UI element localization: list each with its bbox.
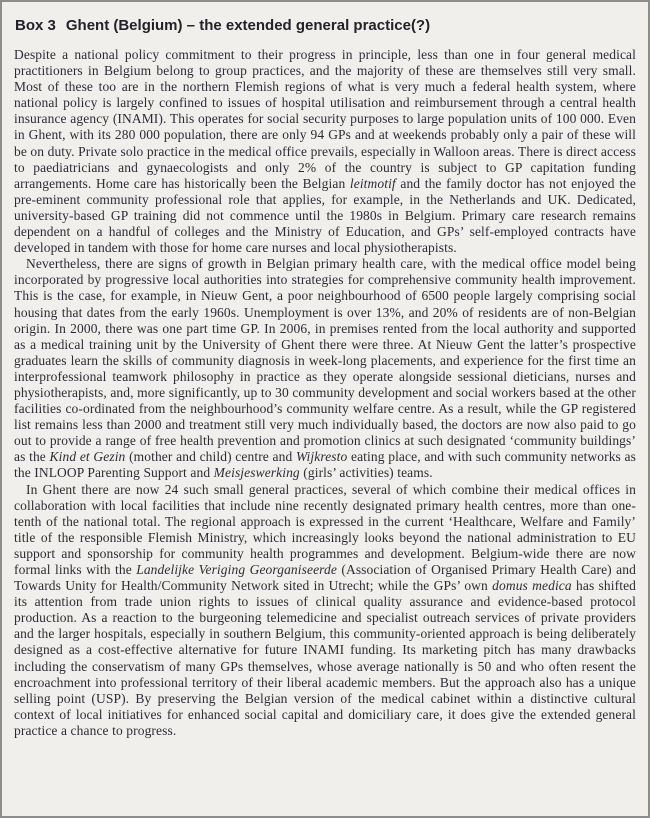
text-segment: and the family doctor has not enjoyed the pre-eminent community professional role that applies, for example, in the Netherlands and UK. Dedicated, university-based GP training did not commence until the 1980s in Belgium. Primary care research remains dependent on a handful of colleges and the Ministry of Education, and GPs’ self-employed contracts have developed in tandem with those for home care nurses and local physiotherapists.: [14, 175, 636, 256]
italic-text-segment: Landelijke Veriging Georganiseerde: [136, 562, 337, 577]
italic-text-segment: Kind et Gezin: [49, 449, 126, 465]
italic-text-segment: leitmotif: [349, 175, 396, 191]
box-title: Ghent (Belgium) – the extended general practice(?): [65, 17, 431, 34]
text-segment: Despite a national policy commitment to their progress in principle, less than one in four general medical practitioners in Belgium belong to group practices, and the majority of these are themselves still very small. Most of these too are in the northern Flemish regions of what is very much a federal health system, where national policy is largely confined to issues of hospital utilisation and reimbursement through a central health insurance agency (INAMI). This operates for social security purposes to large population units of 100 000. Even in Ghent, with its 280 000 population, there are only 94 GPs and at weekends probably only a pair of these will be on duty. Private solo practice in the medical office prevails, especially in Walloon areas. There is direct access to paediatricians and gynaecologists and only 2% of the country is subject to GP capitation funding arrangements. Home care has historically been the Belgian: [14, 47, 636, 191]
text-segment: (girls’ activities) teams.: [299, 465, 433, 481]
text-segment: has shifted its attention from trade union rights to issues of clinical quality assurance and evidence-based protocol production. As a reaction to the burgeoning telemedicine and specialist outreach services of private providers and the larger hospitals, especially in southern Belgium, this community-oriented approach is being deliberately designed as a cost-effective alternative for future INAMI funding. Its marketing pitch has many drawbacks including the conservatism of many GPs themselves, whose average nationally is 50 and who often resent the encroachment into professional territory of their liberal academic members. But the approach also has a unique selling point (USP). By preserving the Belgian version of the medical cabinet within a distinctive cultural context of local initiatives for enhanced social capital and domiciliary care, it does give the extended general practice a chance to progress.: [14, 578, 637, 738]
paragraph-3: [14, 482, 636, 740]
text-segment: Nevertheless, there are signs of growth in Belgian primary health care, with the medical office model being incorporated by progressive local authorities into strategies for comprehensive community health improvement. This is the case, for example, in Nieuw Gent, a poor neighbourhood of 6500 people largely comprising social housing that dates from the early 1960s. Unemployment is over 13%, and 20% of residents are of non-Belgian origin. In 2000, there was one part time GP. In 2006, in premises rented from the local authority and supported as a medical training unit by the University of Ghent there were three. At Nieuw Gent the latter’s prospective graduates learn the skills of community diagnosis in week-long placements, and experience for the first time an interprofessional teamwork philosophy in practice as they operate alongside sessional dieticians, nurses and physiotherapists, and, more significantly, up to 30 community development and social workers based at the other facilities co-ordinated from the neighbourhood’s community welfare centre. As a result, while the GP registered list remains less than 2000 and treatment still very much individually based, the doctors are now also paid to go out to provide a range of free health prevention and promotion clinics at such designated ‘community buildings’ as the: [14, 256, 636, 465]
box-body: [14, 47, 636, 739]
italic-text-segment: Meisjeswerking: [213, 465, 300, 481]
paragraph-1: [14, 47, 636, 256]
text-segment: (mother and child) centre and: [125, 449, 296, 465]
paragraph-2: [14, 256, 636, 481]
box-label: Box 3: [15, 17, 56, 34]
italic-text-segment: Wijkresto: [295, 449, 348, 465]
text-segment: eating place, and with such community networks as the INLOOP Parenting Support and: [14, 449, 636, 481]
box-heading: [15, 16, 636, 36]
text-segment: In Ghent there are now 24 such small general practices, several of which combine their medical offices in collaboration with local facilities that include nine recently designated primary health centres, more than one-tenth of the national total. The regional approach is expressed in the current ‘Healthcare, Welfare and Family’ title of the responsible Flemish Ministry, which increasingly looks beyond the national administration to EU support and sponsorship for community health programmes and development. Belgium-wide there are now formal links with the: [14, 481, 636, 577]
italic-text-segment: domus medica: [492, 578, 572, 594]
text-segment: (Association of Organised Primary Health Care) and Towards Unity for Health/Community Network sited in Utrecht; while the GPs’ own: [14, 562, 636, 594]
